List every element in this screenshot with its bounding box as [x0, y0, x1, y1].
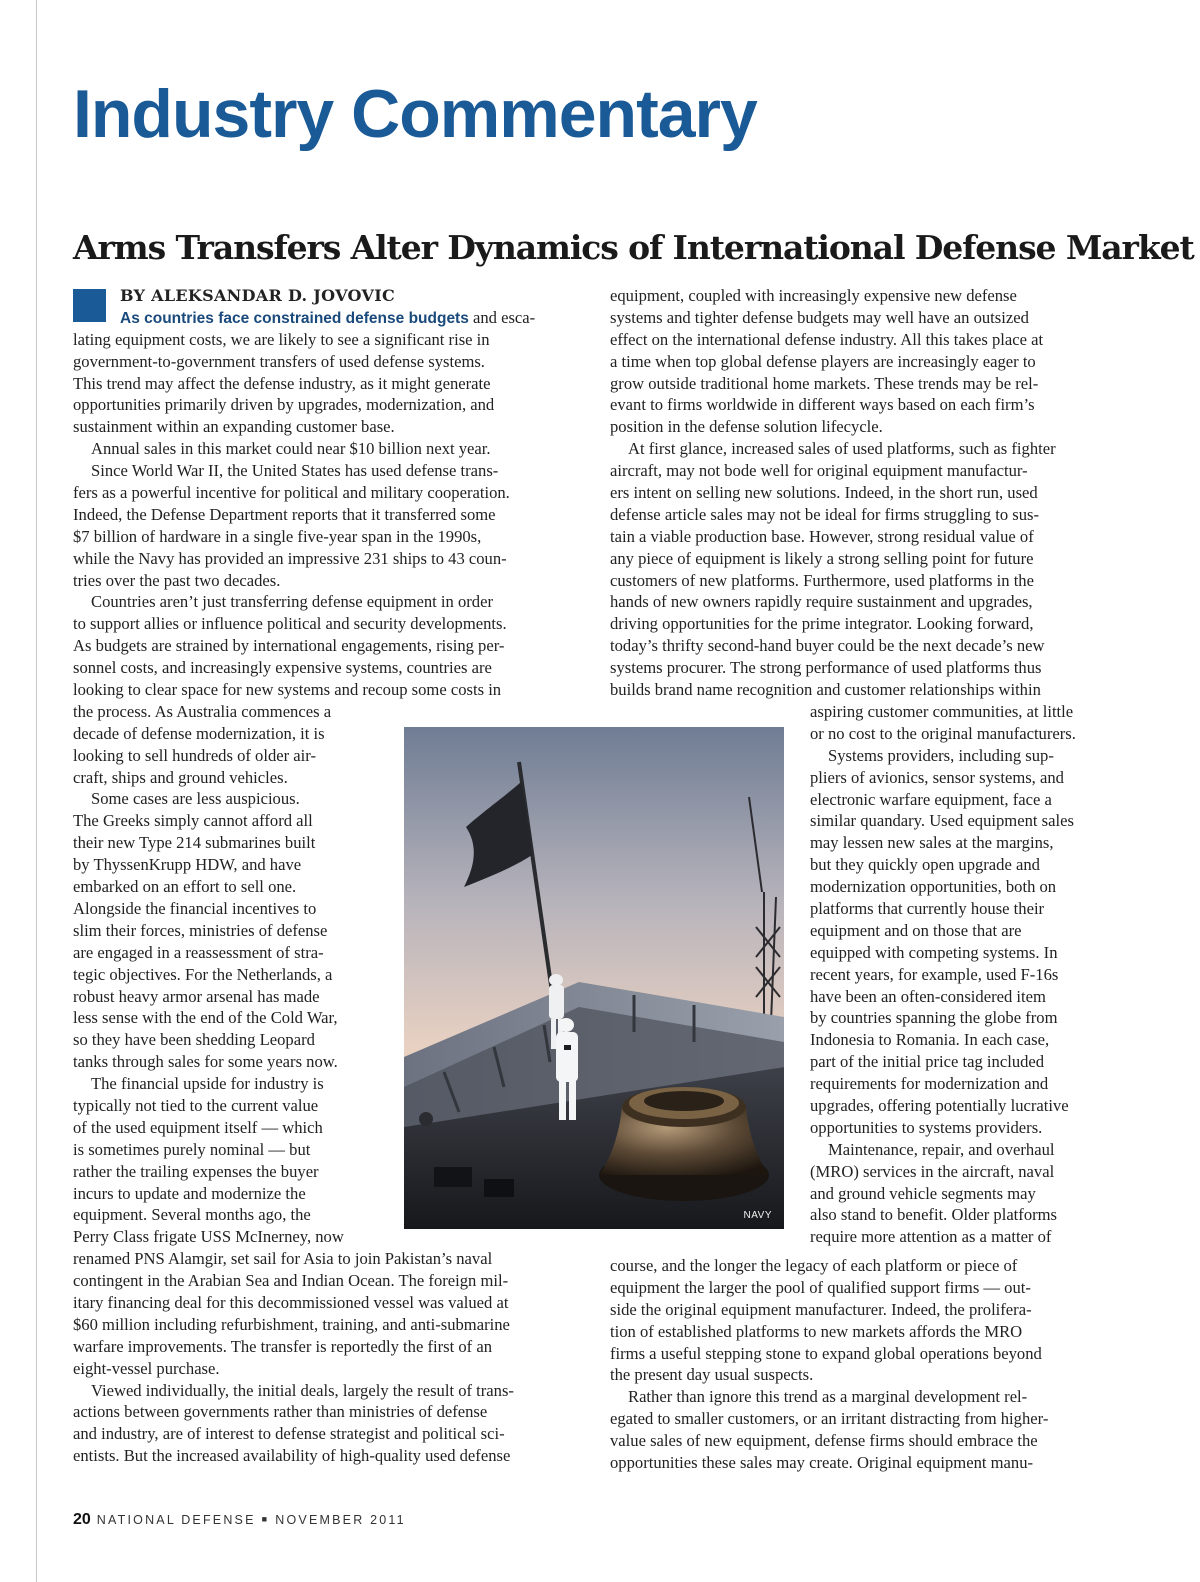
body-line: value sales of new equipment, defense firms should embrace the: [610, 1431, 1038, 1451]
body-line: The financial upside for industry is: [91, 1074, 324, 1094]
body-line: Annual sales in this market could near $10 billion next year.: [91, 439, 491, 459]
body-line: of the used equipment itself — which: [73, 1117, 323, 1137]
body-line: evant to firms worldwide in different ways based on each firm’s: [610, 395, 1035, 415]
body-line: the present day usual suspects.: [610, 1365, 814, 1385]
article-photo: [404, 727, 784, 1229]
body-line: ers intent on selling new solutions. Indeed, in the short run, used: [610, 483, 1038, 503]
body-line: also stand to benefit. Older platforms: [810, 1205, 1058, 1225]
body-line: modernization opportunities, both on: [810, 877, 1057, 897]
body-line: As budgets are strained by international engagements, rising per-: [73, 636, 505, 656]
byline: BY ALEKSANDAR D. JOVOVIC: [120, 286, 396, 305]
body-line: Indonesia to Romania. In each case,: [810, 1030, 1050, 1050]
body-line: less sense with the end of the Cold War,: [73, 1008, 338, 1028]
body-line: egated to smaller customers, or an irritant distracting from higher-: [610, 1409, 1049, 1429]
body-line: actions between governments rather than ministries of defense: [73, 1402, 488, 1422]
body-line: typically not tied to the current value: [73, 1095, 319, 1115]
body-line: equipment. Several months ago, the: [73, 1205, 311, 1225]
body-line: require more attention as a matter of: [810, 1227, 1052, 1247]
body-line: Maintenance, repair, and overhaul: [828, 1139, 1055, 1159]
body-line: robust heavy armor arsenal has made: [73, 986, 320, 1006]
body-line: rather the trailing expenses the buyer: [73, 1161, 319, 1181]
lead-in: As countries face constrained defense budgets: [120, 309, 469, 327]
body-line: requirements for modernization and: [810, 1074, 1049, 1094]
right-column-top: [610, 285, 1120, 701]
section-title: Industry Commentary: [73, 76, 757, 152]
body-line: to support allies or influence political and security developments.: [73, 614, 507, 634]
body-line: Since World War II, the United States has used defense trans-: [91, 461, 499, 481]
body-line: pliers of avionics, sensor systems, and: [810, 767, 1064, 787]
body-line: by countries spanning the globe from: [810, 1008, 1058, 1028]
body-line: similar quandary. Used equipment sales: [810, 811, 1074, 831]
body-line: course, and the longer the legacy of each platform or piece of: [610, 1256, 1018, 1275]
body-line: defense article sales may not be ideal for firms struggling to sus-: [610, 504, 1040, 524]
body-line: the process. As Australia commences a: [73, 701, 332, 721]
body-line: tries over the past two decades.: [73, 570, 281, 590]
body-line: sonnel costs, and increasingly expensive systems, countries are: [73, 658, 492, 678]
body-line: looking to clear space for new systems and recoup some costs in: [73, 680, 502, 700]
body-line: At first glance, increased sales of used platforms, such as fighter: [628, 439, 1056, 459]
body-line: fers as a powerful incentive for political and military cooperation.: [73, 483, 510, 503]
right-column-bottom: [610, 1255, 1120, 1474]
body-line: government-to-government transfers of used defense systems.: [73, 351, 485, 371]
body-line: part of the initial price tag included: [810, 1052, 1045, 1072]
body-line: so they have been shedding Leopard: [73, 1030, 315, 1050]
body-line: position in the defense solution lifecycle.: [610, 417, 883, 437]
body-line: systems and tighter defense budgets may well have an outsized: [610, 307, 1029, 327]
page-margin-rule: [36, 0, 37, 1582]
body-line: by ThyssenKrupp HDW, and have: [73, 855, 302, 875]
body-line: craft, ships and ground vehicles.: [73, 767, 288, 787]
body-line: Indeed, the Defense Department reports that it transferred some: [73, 504, 496, 524]
body-line: side the original equipment manufacturer. Indeed, the prolifera-: [610, 1299, 1032, 1319]
body-line: embarked on an effort to sell one.: [73, 877, 297, 897]
lead-line: [73, 307, 578, 329]
body-line: opportunities these sales may create. Original equipment manu-: [610, 1453, 1034, 1473]
ship-deck-illustration: [404, 727, 784, 1229]
body-line: builds brand name recognition and customer relationships within: [610, 680, 1041, 700]
body-line: This trend may affect the defense industry, as it might generate: [73, 373, 491, 393]
issue-date: NOVEMBER 2011: [275, 1513, 406, 1527]
body-line: itary financing deal for this decommissioned vessel was valued at: [73, 1292, 509, 1312]
right-column-narrow: [810, 701, 1120, 1248]
body-line: Systems providers, including sup-: [828, 745, 1054, 765]
body-line: looking to sell hundreds of older air-: [73, 745, 316, 765]
body-line: tion of established platforms to new markets affords the MRO: [610, 1321, 1023, 1341]
body-line: upgrades, offering potentially lucrative: [810, 1096, 1069, 1116]
deck-box: [434, 1167, 472, 1187]
body-line: tegic objectives. For the Netherlands, a: [73, 964, 333, 984]
article-headline: Arms Transfers Alter Dynamics of International Defense Market: [73, 228, 1194, 267]
body-line: aspiring customer communities, at little: [810, 702, 1074, 721]
body-line: have been an often-considered item: [810, 986, 1046, 1006]
body-line: Viewed individually, the initial deals, largely the result of trans-: [91, 1380, 514, 1400]
body-line: customers of new platforms. Furthermore, used platforms in the: [610, 570, 1034, 590]
body-line: lating equipment costs, we are likely to see a significant rise in: [73, 329, 490, 349]
body-line: contingent in the Arabian Sea and Indian Ocean. The foreign mil-: [73, 1271, 509, 1291]
body-line: decade of defense modernization, it is: [73, 723, 325, 743]
body-line: their new Type 214 submarines built: [73, 833, 316, 853]
body-line: systems procurer. The strong performance of used platforms thus: [610, 658, 1042, 678]
body-line: tanks through sales for some years now.: [73, 1052, 338, 1072]
body-line: equipment and on those that are: [810, 920, 1022, 940]
body-line: Some cases are less auspicious.: [91, 789, 300, 809]
body-line: (MRO) services in the aircraft, naval: [810, 1161, 1055, 1181]
body-line: grow outside traditional home markets. These trends may be rel-: [610, 373, 1039, 393]
body-line: tain a viable production base. However, strong residual value of: [610, 526, 1034, 546]
body-line: Rather than ignore this trend as a marginal development rel-: [628, 1387, 1028, 1407]
body-line: opportunities to systems providers.: [810, 1117, 1043, 1137]
body-line: but they quickly open upgrade and: [810, 855, 1040, 875]
page-number: 20: [73, 1511, 91, 1528]
body-line: equipment, coupled with increasingly expensive new defense: [610, 286, 1017, 305]
body-line: firms a useful stepping stone to expand global operations beyond: [610, 1343, 1042, 1363]
body-line: Perry Class frigate USS McInerney, now: [73, 1227, 344, 1247]
body-line: sustainment within an expanding customer base.: [73, 417, 395, 437]
deck-box: [484, 1179, 514, 1197]
footer-separator: ■: [261, 1514, 270, 1524]
body-line: is sometimes purely nominal — but: [73, 1139, 311, 1159]
body-line: may lessen new sales at the margins,: [810, 833, 1054, 853]
body-line: and ground vehicle segments may: [810, 1183, 1036, 1203]
body-line: effect on the international defense industry. All this takes place at: [610, 329, 1044, 349]
page-footer: [73, 1511, 406, 1529]
body-line: renamed PNS Alamgir, set sail for Asia to join Pakistan’s naval: [73, 1249, 493, 1269]
body-line: The Greeks simply cannot afford all: [73, 811, 313, 831]
publication-name: NATIONAL DEFENSE: [96, 1513, 256, 1527]
body-line: hands of new owners rapidly require sustainment and upgrades,: [610, 592, 1033, 612]
body-line: aircraft, may not bode well for original equipment manufactur-: [610, 461, 1028, 481]
body-line: and industry, are of interest to defense strategist and political sci-: [73, 1424, 505, 1444]
body-line: entists. But the increased availability of high-quality used defense: [73, 1446, 511, 1466]
body-line: electronic warfare equipment, face a: [810, 789, 1052, 809]
body-line: platforms that currently house their: [810, 899, 1045, 919]
body-line: or no cost to the original manufacturers.: [810, 723, 1076, 743]
body-line: recent years, for example, used F-16s: [810, 964, 1059, 984]
body-line: incurs to update and modernize the: [73, 1183, 306, 1203]
body-line: and esca-: [468, 307, 536, 327]
body-line: are engaged in a reassessment of stra-: [73, 942, 324, 962]
body-line: today’s thrifty second-hand buyer could be the next decade’s new: [610, 636, 1045, 656]
capstan: [599, 1087, 769, 1201]
deck-fitting: [419, 1112, 433, 1126]
body-line: $60 million including refurbishment, training, and anti-submarine: [73, 1314, 510, 1334]
body-line: warfare improvements. The transfer is reportedly the first of an: [73, 1336, 492, 1356]
body-line: equipped with competing systems. In: [810, 942, 1058, 962]
body-line: eight-vessel purchase.: [73, 1358, 220, 1378]
body-line: opportunities primarily driven by upgrades, modernization, and: [73, 395, 495, 415]
photo-credit: NAVY: [743, 1210, 772, 1221]
body-line: any piece of equipment is likely a strong selling point for future: [610, 548, 1034, 568]
body-line: Countries aren’t just transferring defense equipment in order: [91, 592, 493, 612]
body-line: driving opportunities for the prime integrator. Looking forward,: [610, 614, 1034, 634]
body-line: a time when top global defense players are increasingly eager to: [610, 351, 1036, 371]
body-line: slim their forces, ministries of defense: [73, 920, 328, 940]
body-line: $7 billion of hardware in a single five-year span in the 1990s,: [73, 526, 482, 546]
body-line: equipment the larger the pool of qualified support firms — out-: [610, 1277, 1031, 1297]
body-line: Alongside the financial incentives to: [73, 898, 317, 918]
body-line: while the Navy has provided an impressive 231 ships to 43 coun-: [73, 548, 507, 568]
